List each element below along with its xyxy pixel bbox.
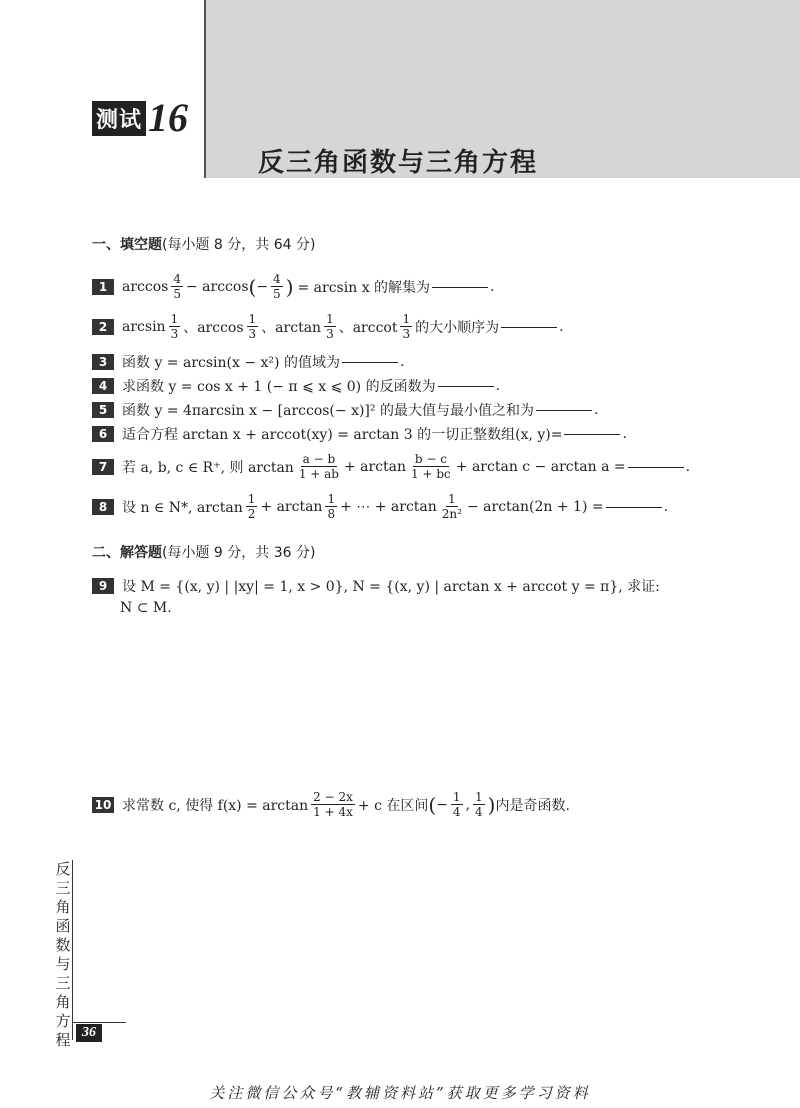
chapter-sidebar: [52, 860, 74, 1050]
test-word: 测试: [92, 101, 146, 136]
q7-text-c: + arctan c − arctan a =: [455, 458, 626, 475]
question-7: [92, 452, 690, 481]
period: .: [559, 318, 564, 335]
section-fill-title: 一、填空题: [92, 237, 162, 253]
sidebar-char: 与: [55, 955, 71, 973]
section-solve: [92, 542, 315, 562]
sidebar-char: 数: [55, 936, 71, 954]
fraction: $\frac{b - c}{1 + bc}$: [411, 452, 451, 481]
question-number: 4: [92, 378, 114, 394]
sidebar-char: 三: [55, 974, 71, 992]
q2-text-b: 、arccos: [183, 319, 244, 336]
sidebar-char: 三: [55, 879, 71, 897]
fraction: $\frac{1}{4}$: [452, 790, 461, 819]
q1-text-a: arccos: [122, 278, 169, 295]
q1-text-c: = arcsin x 的解集为: [297, 279, 431, 296]
answer-blank[interactable]: [536, 409, 592, 411]
paren-right: ): [487, 792, 496, 817]
period: .: [622, 426, 627, 442]
question-number: 10: [92, 797, 114, 813]
question-8: [92, 492, 668, 521]
question-number: 1: [92, 279, 114, 295]
period: .: [663, 498, 669, 515]
paren-left: (: [428, 792, 437, 817]
q2-text-e: 的大小顺序为: [415, 319, 500, 336]
minus-sign: −: [256, 278, 269, 295]
sidebar-char: 方: [55, 1012, 71, 1030]
q8-text-d: − arctan(2n + 1) =: [466, 498, 604, 515]
question-9-line2: [120, 600, 172, 616]
q6-text: 适合方程 arctan x + arccot(xy) = arctan 3 的一切正整数组(x, y)=: [122, 427, 563, 443]
section-fill-note: (每小题 8 分，共 64 分): [162, 237, 316, 253]
question-5: [92, 400, 598, 420]
q9-text-line1: 设 M = {(x, y) | |xy| = 1, x > 0}, N = {(x, y) | arctan x + arccot y = π}, 求证:: [122, 579, 660, 595]
answer-blank[interactable]: [432, 286, 488, 288]
q3-text: 函数 y = arcsin(x − x²) 的值域为: [122, 355, 340, 371]
page-number: 36: [76, 1024, 102, 1042]
chapter-title: 反三角函数与三角方程: [258, 148, 539, 178]
footer-note: 关注微信公众号“教辅资料站”获取更多学习资料: [209, 1084, 591, 1102]
fraction: $\frac{1}{4}$: [475, 790, 483, 819]
question-number: 3: [92, 354, 114, 370]
q7-text-a: 若 a, b, c ∈ R⁺, 则 arctan: [122, 459, 294, 476]
fraction: $\frac{2 - 2x}{1 + 4x}$: [313, 790, 353, 819]
fraction: $\frac{1}{8}$: [327, 492, 336, 521]
sidebar-char: 角: [55, 898, 71, 916]
q8-text-b: + arctan: [260, 498, 323, 515]
fraction: $\frac{1}{\text{2n²}}$: [441, 492, 462, 521]
test-label: [92, 95, 189, 140]
fraction: $\frac{1}{2}$: [247, 492, 256, 521]
sidebar-rule: [72, 860, 73, 1040]
fraction: $\frac{1}{3}$: [402, 312, 411, 341]
q1-text-b: − arccos: [185, 278, 249, 295]
period: .: [495, 378, 501, 394]
q2-text-d: 、arccot: [338, 319, 398, 336]
period: .: [490, 278, 495, 295]
q2-text-c: 、arctan: [261, 319, 322, 336]
question-6: [92, 424, 627, 444]
question-10: [92, 790, 570, 819]
question-number: 7: [92, 459, 114, 475]
section-fill: [92, 234, 315, 254]
question-number: 2: [92, 319, 114, 335]
question-number: 9: [92, 578, 114, 594]
section-solve-title: 二、解答题: [92, 545, 162, 561]
period: .: [593, 402, 599, 418]
answer-blank[interactable]: [628, 466, 684, 468]
question-9: [92, 576, 660, 596]
q2-text-a: arcsin: [122, 318, 166, 335]
fraction: $\frac{a - b}{1 + ab}$: [298, 452, 339, 481]
q10-text-b: + c 在区间: [357, 797, 429, 814]
q5-text: 函数 y = 4πarcsin x − [arccos(− x)]² 的最大值与最小值之和为: [122, 403, 534, 419]
test-number: 16: [148, 95, 189, 140]
sidebar-char: 反: [55, 860, 71, 878]
question-number: 8: [92, 499, 114, 515]
sidebar-char: 角: [55, 993, 71, 1011]
q8-text-a: 设 n ∈ N*, arctan: [122, 499, 243, 516]
fraction: $\frac{1}{3}$: [170, 312, 179, 341]
minus-sign: −: [436, 796, 448, 813]
fraction: $\frac{1}{3}$: [248, 312, 257, 341]
period: .: [399, 354, 405, 370]
comma: ,: [465, 796, 471, 813]
q10-text-a: 求常数 c, 使得 f(x) = arctan: [122, 797, 309, 814]
fraction: $\frac{4}{5}$: [273, 272, 281, 301]
q8-text-c: + ⋯ + arctan: [340, 498, 437, 515]
sidebar-char: 函: [55, 917, 71, 935]
q10-text-c: 内是奇函数.: [495, 797, 570, 814]
answer-blank[interactable]: [501, 326, 557, 328]
question-3: [92, 352, 404, 372]
paren-right: ): [285, 274, 294, 299]
fraction: $\frac{1}{3}$: [326, 312, 334, 341]
section-solve-note: (每小题 9 分，共 36 分): [162, 545, 316, 561]
answer-blank[interactable]: [606, 506, 662, 508]
answer-blank[interactable]: [438, 385, 494, 387]
answer-blank[interactable]: [342, 361, 398, 363]
q9-text-line2: N ⊂ M.: [120, 600, 172, 616]
page-number-rule: [72, 1022, 126, 1023]
paren-left: (: [248, 274, 257, 299]
answer-blank[interactable]: [564, 433, 620, 435]
question-number: 6: [92, 426, 114, 442]
sidebar-char: 程: [55, 1031, 71, 1049]
question-number: 5: [92, 402, 114, 418]
header-divider: [204, 0, 206, 178]
q4-text: 求函数 y = cos x + 1 (− π ⩽ x ⩽ 0) 的反函数为: [122, 379, 436, 395]
fraction: $\frac{4}{5}$: [173, 272, 181, 301]
question-1: [92, 272, 495, 301]
period: .: [685, 458, 691, 475]
q7-text-b: + arctan: [343, 458, 407, 475]
question-4: [92, 376, 500, 396]
question-2: [92, 312, 564, 341]
